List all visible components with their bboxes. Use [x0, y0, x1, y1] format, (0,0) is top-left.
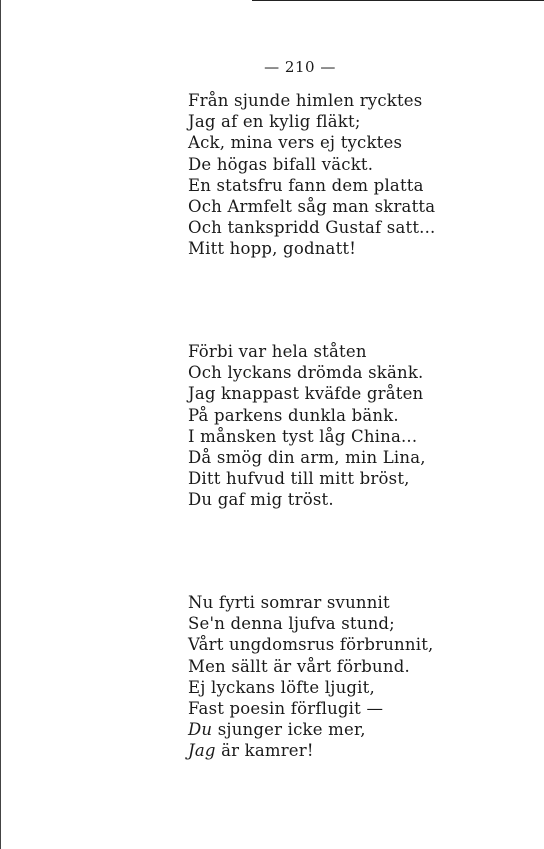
stanza-line: Jag af en kylig fläkt;: [188, 112, 361, 132]
line-rest: sjunger icke mer,: [212, 720, 366, 740]
stanza-line: Fast poesin förflugit —: [188, 698, 384, 718]
stanza-line: [188, 740, 433, 761]
stanza-line: Förbi var hela ståten: [188, 342, 367, 361]
stanza-line: Vårt ungdomsrus förbrunnit,: [188, 635, 434, 655]
stanza-line: Och lyckans drömda skänk.: [188, 363, 424, 383]
page-left-edge: [0, 0, 1, 849]
stanza-line: Då smög din arm, min Lina,: [188, 447, 426, 467]
stanza-line: Ack, mina vers ej tycktes: [188, 133, 403, 153]
italic-word: Du: [188, 720, 213, 740]
page-number: — 210 —: [264, 58, 336, 76]
stanza-line: Ditt hufvud till mitt bröst,: [188, 469, 410, 489]
stanza-line: Du gaf mig tröst.: [188, 490, 334, 510]
stanza-line: Och tankspridd Gustaf satt...: [188, 218, 436, 238]
italic-word: Jag: [188, 741, 216, 761]
stanza-line: Från sjunde himlen rycktes: [188, 91, 423, 110]
stanza-line: Jag knappast kväfde gråten: [188, 384, 424, 404]
stanza-line: På parkens dunkla bänk.: [188, 405, 399, 425]
stanza-line: Mitt hopp, godnatt!: [188, 239, 357, 259]
stanza-line: [188, 719, 433, 740]
line-rest: är kamrer!: [215, 741, 314, 761]
stanza-line: Se'n denna ljufva stund;: [188, 614, 395, 634]
stanza-3: [188, 592, 433, 762]
stanza-line: En statsfru fann dem platta: [188, 175, 424, 195]
stanza-line: Nu fyrti somrar svunnit: [188, 593, 390, 612]
stanza-line: Men sällt är vårt förbund.: [188, 656, 410, 676]
top-rule: [252, 0, 544, 1]
stanza-2: [188, 341, 426, 511]
stanza-line: Och Armfelt såg man skratta: [188, 196, 436, 216]
stanza-line: Ej lyckans löfte ljugit,: [188, 677, 375, 697]
stanza-line: I månsken tyst låg China...: [188, 426, 418, 446]
stanza-line: De högas bifall väckt.: [188, 154, 374, 174]
stanza-1: [188, 90, 436, 260]
